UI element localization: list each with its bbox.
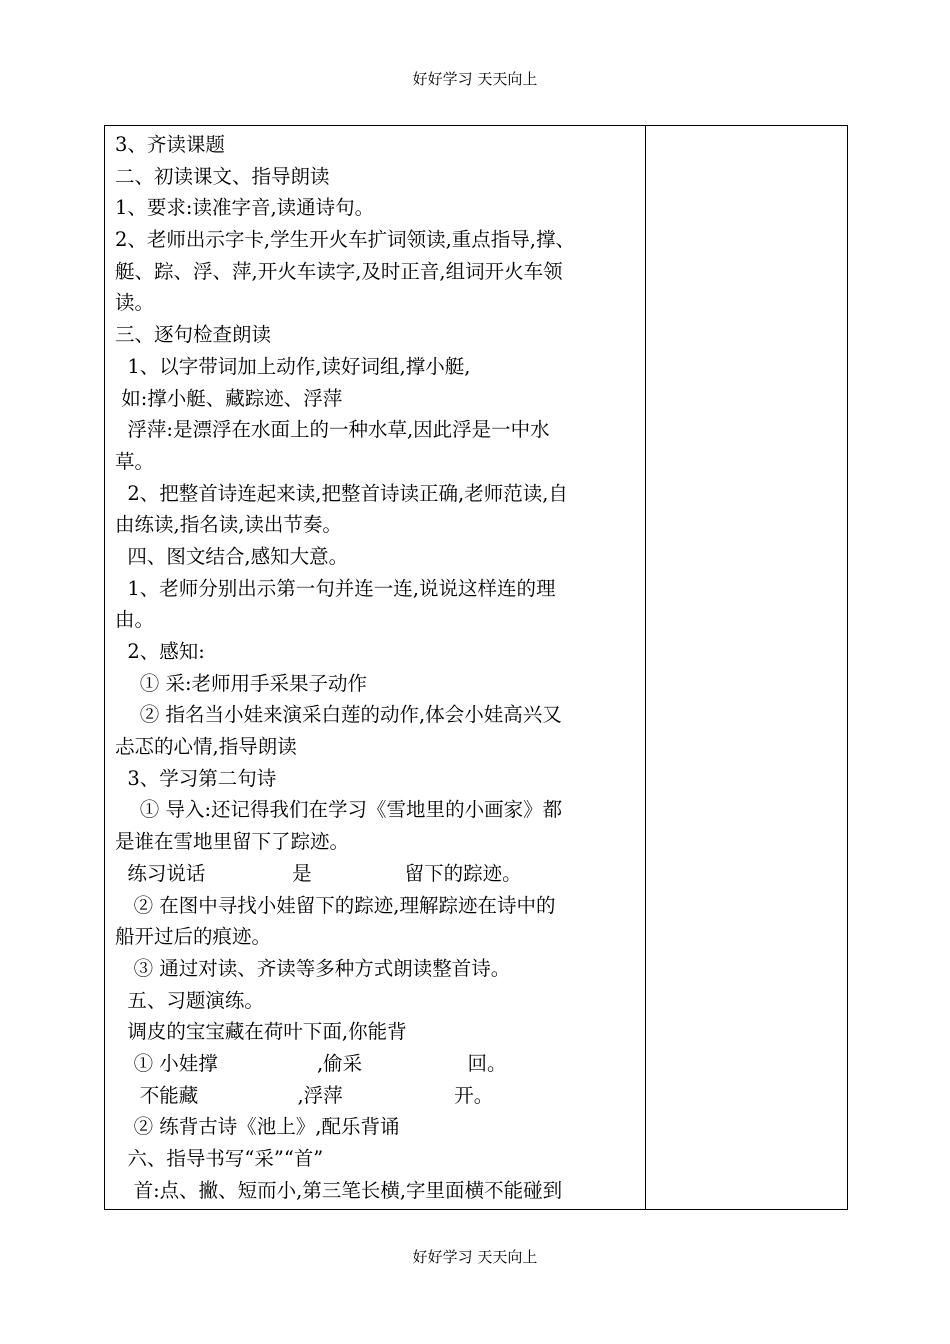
text-line: 四、图文结合,感知大意。 <box>115 544 349 568</box>
text-line: 五、习题演练。 <box>115 988 264 1012</box>
text-line: ② 在图中寻找小娃留下的踪迹,理解踪迹在诗中的 <box>115 893 556 917</box>
text-line: 1、要求:读准字音,读通诗句。 <box>115 196 375 220</box>
lesson-content-cell <box>115 129 639 1206</box>
notes-cell <box>646 126 847 1209</box>
text-line: 是谁在雪地里留下了踪迹。 <box>115 830 350 854</box>
text-line: 三、逐句检查朗读 <box>115 323 272 347</box>
text-line: 3、学习第二句诗 <box>115 766 277 790</box>
text-line: 如:撑小艇、藏踪迹、浮萍 <box>115 386 343 410</box>
text-line: 不能藏 ,浮萍 开。 <box>115 1083 494 1107</box>
text-line: ① 导入:还记得我们在学习《雪地里的小画家》都 <box>115 798 563 822</box>
lesson-table <box>104 125 848 1210</box>
text-line: 调皮的宝宝藏在荷叶下面,你能背 <box>115 1020 407 1044</box>
text-line: 2、老师出示字卡,学生开火车扩词领读,重点指导,撑、 <box>115 228 576 252</box>
text-line: ① 小娃撑 ,偷采 回。 <box>115 1051 507 1075</box>
text-line: 忐忑的心情,指导朗读 <box>115 735 297 759</box>
text-line: 浮萍:是漂浮在水面上的一种水草,因此浮是一中水 <box>115 418 550 442</box>
text-line: 练习说话 是 留下的踪迹。 <box>115 861 522 885</box>
page-header: 好好学习 天天向上 <box>412 70 538 88</box>
text-line: 1、以字带词加上动作,读好词组,撑小艇, <box>115 354 471 378</box>
text-line: 船开过后的痕迹。 <box>115 925 272 949</box>
text-line: ③ 通过对读、齐读等多种方式朗读整首诗。 <box>115 956 511 980</box>
page-footer: 好好学习 天天向上 <box>412 1248 538 1266</box>
text-line: 草。 <box>115 449 155 473</box>
text-line: 由。 <box>115 608 155 632</box>
text-line: 1、老师分别出示第一句并连一连,说说这样连的理 <box>115 576 556 600</box>
text-line: 首:点、撇、短而小,第三笔长横,字里面横不能碰到 <box>115 1178 563 1202</box>
text-line: 由练读,指名读,读出节奏。 <box>115 513 342 537</box>
text-line: 2、把整首诗连起来读,把整首诗读正确,老师范读,自 <box>115 481 568 505</box>
text-line: 艇、踪、浮、萍,开火车读字,及时正音,组词开火车领 <box>115 259 563 283</box>
text-line: 二、初读课文、指导朗读 <box>115 164 330 188</box>
text-line: 2、感知: <box>115 640 205 663</box>
text-line: 3、齐读课题 <box>115 133 225 156</box>
text-line: ② 练背古诗《池上》,配乐背诵 <box>115 1115 400 1139</box>
text-line: ① 采:老师用手采果子动作 <box>115 671 368 695</box>
text-line: ② 指名当小娃来演采白莲的动作,体会小娃高兴又 <box>115 703 562 727</box>
text-line: 读。 <box>115 291 155 315</box>
text-line: 六、指导书写“采”“首” <box>115 1147 324 1170</box>
